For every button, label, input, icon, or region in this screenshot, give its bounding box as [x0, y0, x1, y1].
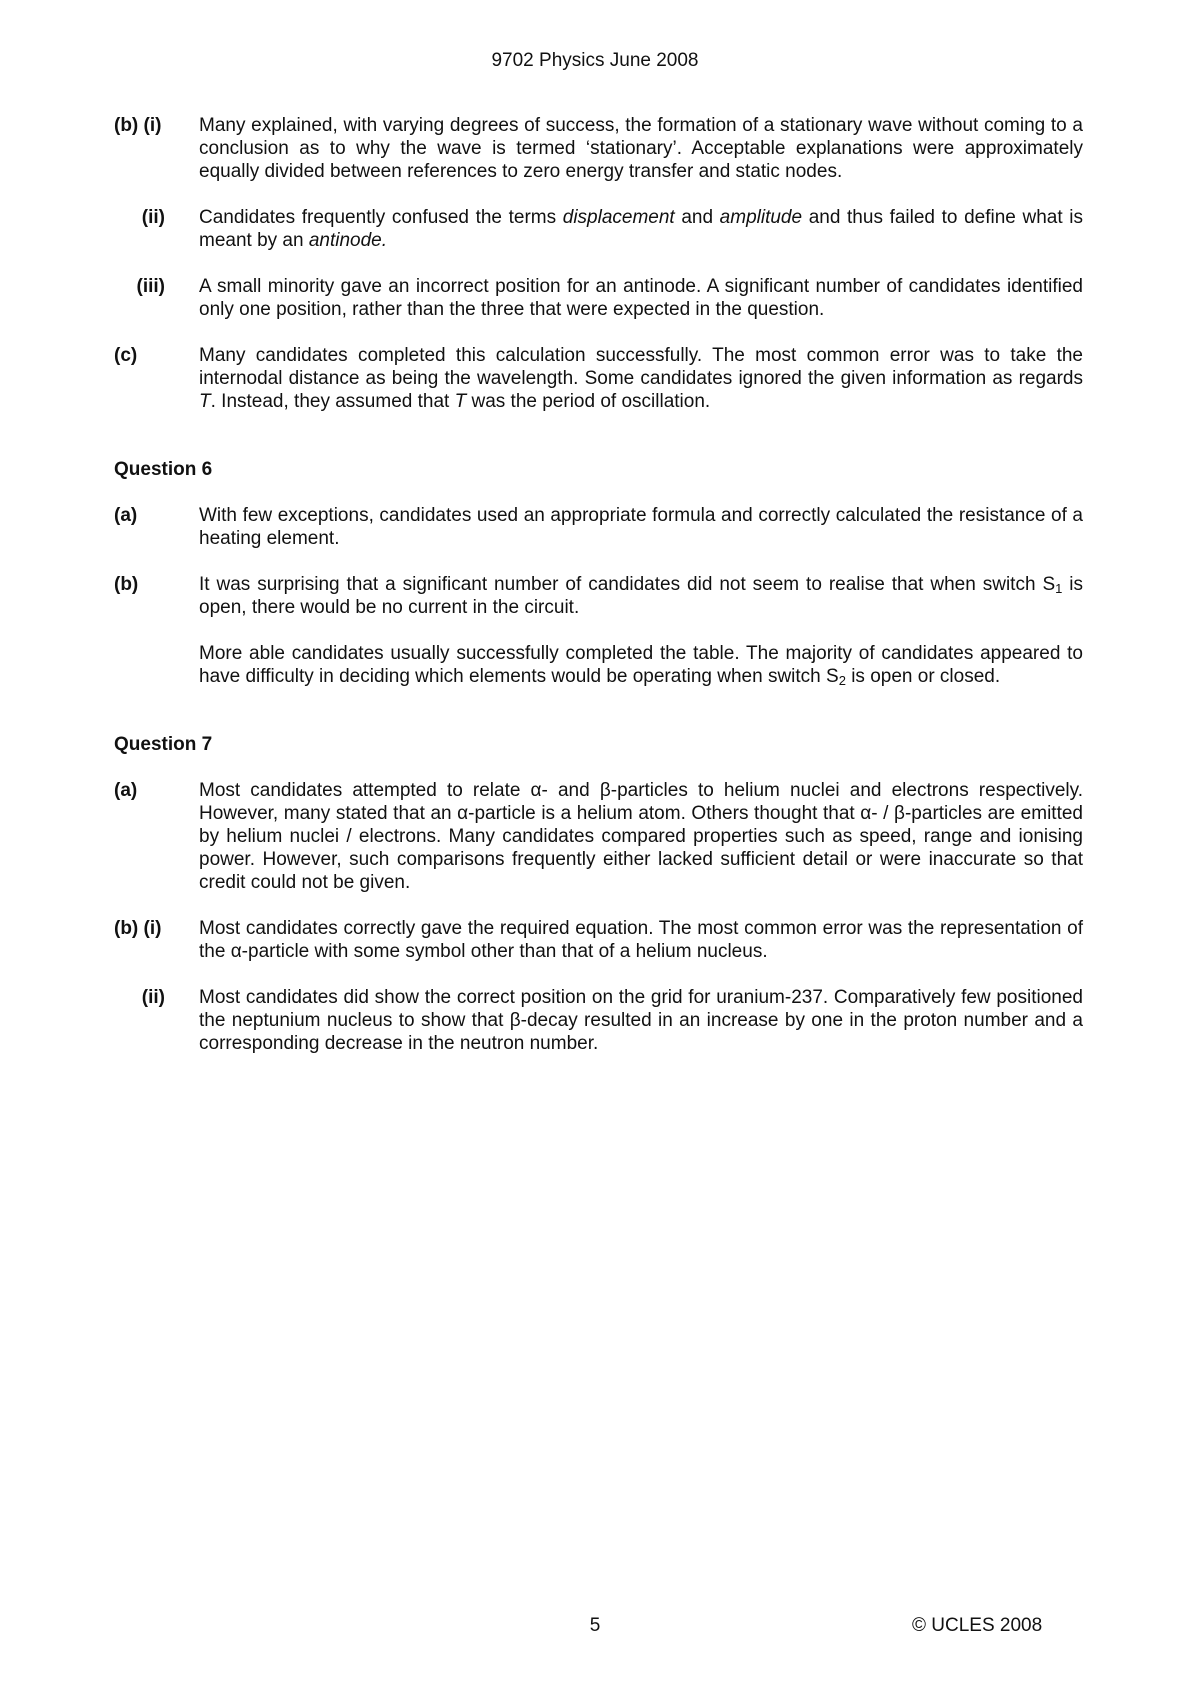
term-amplitude: amplitude [719, 207, 803, 228]
item-label: (c) [114, 345, 138, 366]
q6-a [114, 504, 1083, 550]
item-text: With few exceptions, candidates used an appropriate formula and correctly calculated the resistance of a heating element. [199, 505, 1083, 549]
text-run: is open or closed. [845, 666, 1001, 687]
text-run: It was surprising that a significant number of candidates did not seem to realise that when switch S [199, 574, 1056, 595]
symbol-t: T [199, 391, 211, 412]
item-text: A small minority gave an incorrect position for an antinode. A significant number of candidates identified only one position, rather than the three that were expected in the question. [199, 276, 1083, 320]
symbol-t: T [454, 391, 467, 412]
text-run: is open, there would be no current in the circuit. [199, 574, 1084, 618]
q7-b-i [114, 917, 1083, 963]
item-label: (b) (i) [114, 115, 162, 136]
q7-b-ii [114, 986, 1083, 1055]
item-label: (b) [114, 574, 139, 595]
text-run: Many candidates completed this calculation successfully. The most common error was to take the internodal distance as being the wavelength. Some candidates ignored the given information as regards [199, 345, 1083, 389]
item-label: (a) [114, 780, 138, 801]
q7-a [114, 779, 1083, 894]
item-text: Most candidates attempted to relate α- and β-particles to helium nuclei and electrons respectively. However, many stated that an α-particle is a helium atom. Others thought that α- / β-particles are emitted by helium nuclei / electrons. Many candidates compared properties such as speed, range and ionising power. However, such comparisons frequently either lacked sufficient detail or were inaccurate so that credit could not be given. [199, 780, 1083, 893]
item-text: Most candidates correctly gave the required equation. The most common error was the representation of the α-particle with some symbol other than that of a helium nucleus. [199, 918, 1083, 962]
copyright: © UCLES 2008 [912, 1615, 1043, 1636]
question-6-heading: Question 6 [114, 459, 213, 480]
q5-b-iii [114, 275, 1083, 321]
subscript: 2 [838, 673, 846, 688]
q6-b-paragraph-2 [199, 642, 1083, 688]
item-label: (b) (i) [114, 918, 162, 939]
item-label: (ii) [141, 987, 165, 1008]
term-antinode: antinode. [308, 230, 388, 251]
item-label: (iii) [136, 276, 165, 297]
q5-b-i [114, 114, 1083, 183]
text-run: . Instead, they assumed that [210, 391, 455, 412]
term-displacement: displacement [562, 207, 675, 228]
item-label: (a) [114, 505, 138, 526]
item-text [199, 344, 1083, 413]
text-run: Candidates frequently confused the terms [199, 207, 563, 228]
text-run: was the period of oscillation. [466, 391, 711, 412]
item-text [199, 206, 1083, 252]
text-run: and thus failed to define what is meant by an [199, 207, 1083, 251]
item-text: Most candidates did show the correct position on the grid for uranium-237. Comparatively few positioned the neptunium nucleus to show that β-decay resulted in an increase by one in the proton number and a corresponding decrease in the neutron number. [199, 987, 1083, 1054]
page-header: 9702 Physics June 2008 [491, 50, 699, 71]
q6-b [114, 573, 1083, 619]
item-label: (ii) [141, 207, 165, 228]
subscript: 1 [1055, 581, 1063, 596]
item-text: Many explained, with varying degrees of success, the formation of a stationary wave without coming to a conclusion as to why the wave is termed ‘stationary’. Acceptable explanations were approximately equally divided between references to zero energy transfer and static nodes. [199, 115, 1083, 182]
text-run: and [674, 207, 720, 228]
text-run: More able candidates usually successfully completed the table. The majority of candidates appeared to have difficulty in deciding which elements would be operating when switch S [199, 643, 1083, 687]
page-number: 5 [589, 1615, 601, 1636]
item-text [199, 573, 1083, 619]
q5-b-ii [114, 206, 1083, 252]
page-content [114, 114, 1083, 1078]
q5-c [114, 344, 1083, 413]
question-7-heading: Question 7 [114, 734, 213, 755]
